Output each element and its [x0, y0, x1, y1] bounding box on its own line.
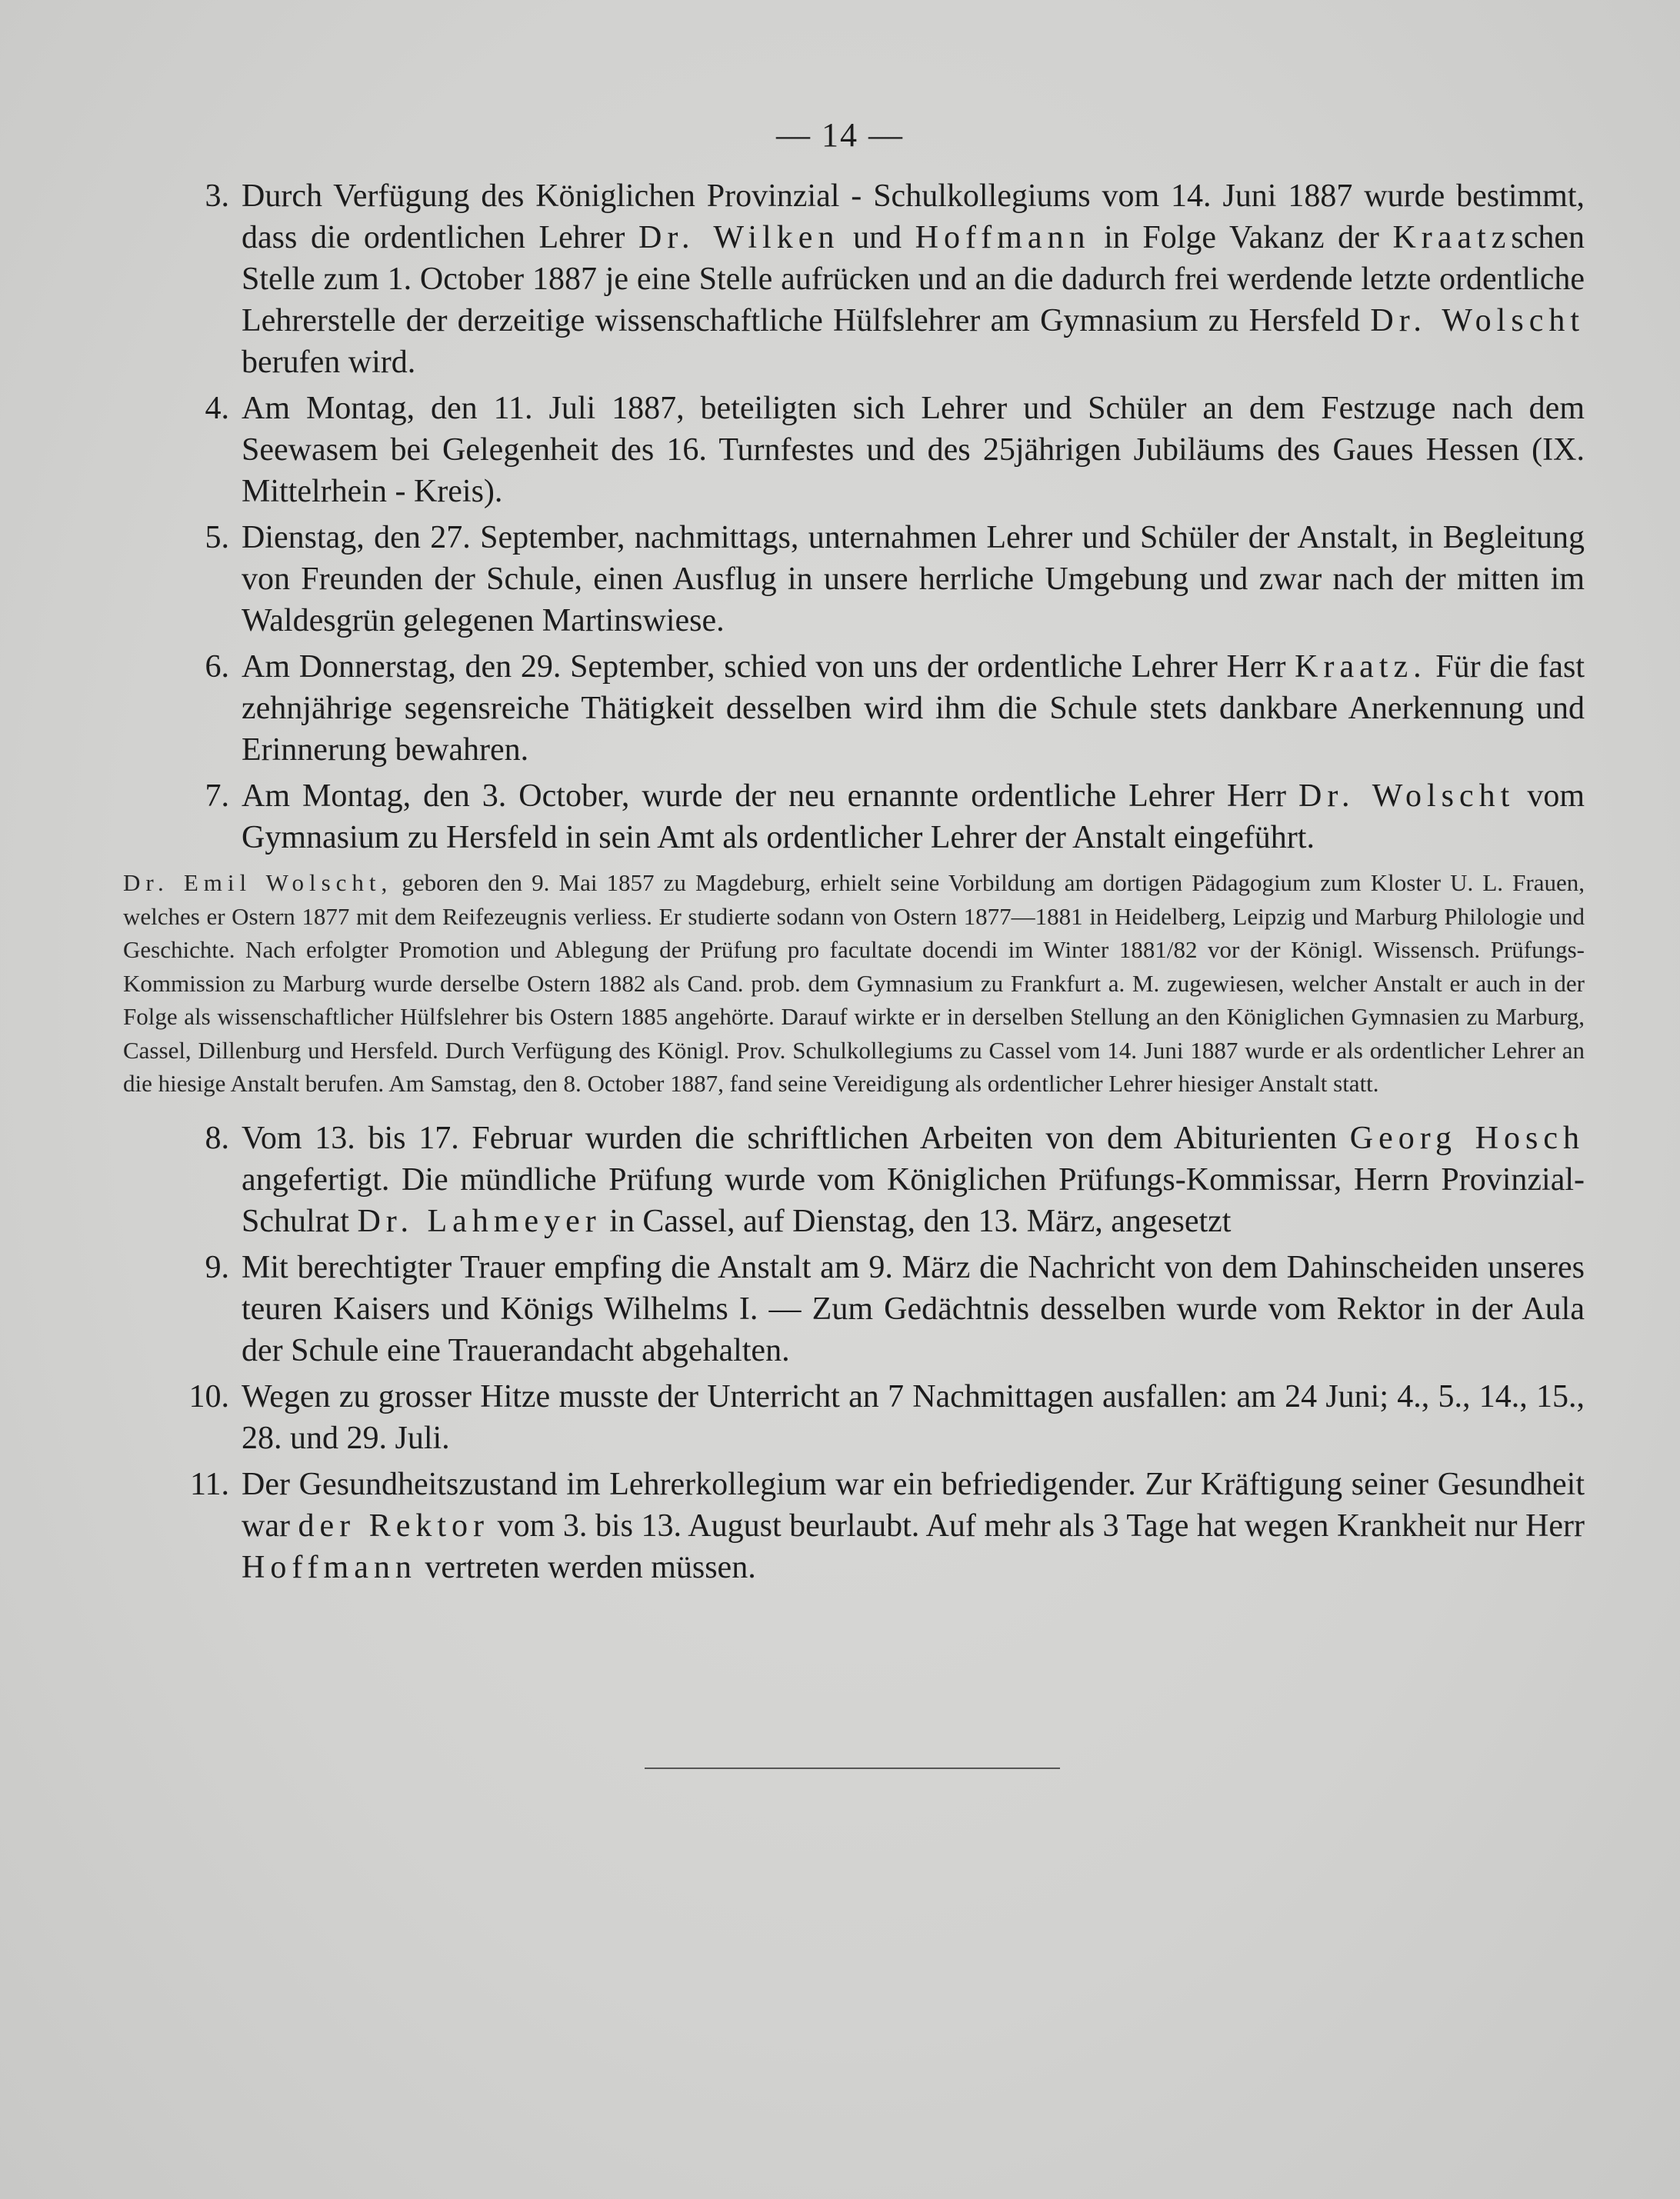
- chronicle-list: [123, 175, 1585, 1593]
- item-number: 8.: [205, 1120, 229, 1156]
- biography-note: [123, 866, 1585, 1101]
- spaced-name: Dr. Wolscht: [1370, 303, 1585, 338]
- item-number: 11.: [190, 1466, 229, 1502]
- text-segment: Dienstag, den 27. September, nachmittags, unternahmen Lehrer und Schüler der Anstalt, in Begleitung von Freunden der Schule, einen Ausflug in unsere herrliche Umgebung und zwar nach der mitten im Waldesgrün gelegenen Martinswiese.: [242, 520, 1585, 638]
- spaced-name: Georg Hosch: [1349, 1120, 1585, 1156]
- spaced-name: Hoffmann: [915, 220, 1091, 255]
- item-number: 3.: [205, 178, 229, 214]
- spaced-name: Kraatz: [1392, 220, 1512, 255]
- text-segment: vertreten werden müssen.: [416, 1549, 756, 1585]
- text-segment: vom Gymnasium zu Hersfeld in sein Amt als ordentlicher Lehrer der Anstalt eingeführt.: [242, 778, 1585, 855]
- item-number: 7.: [205, 778, 229, 814]
- chronicle-item: [177, 1247, 1585, 1371]
- spaced-name: der Rektor: [298, 1508, 490, 1544]
- text-segment: Am Montag, den 11. Juli 1887, beteiligten sich Lehrer und Schüler an dem Festzuge nach dem Seewasem bei Gelegenheit des 16. Turnfestes und des 25jährigen Jubiläums des Gaues Hessen (IX. Mittelrhein - Kreis).: [242, 391, 1585, 509]
- text-segment: Mit berechtigter Trauer empfing die Anstalt am 9. März die Nachricht von dem Dahinscheiden unseres teuren Kaisers und Königs Wilhelms I. — Zum Gedächtnis desselben wurde vom Rektor in der Aula der Schule eine Trauerandacht abgehalten.: [242, 1249, 1585, 1368]
- chronicle-item: [177, 517, 1585, 641]
- closing-rule: [645, 1768, 1060, 1769]
- text-segment: vom 3. bis 13. August beurlaubt. Auf mehr als 3 Tage hat wegen Krankheit nur Herr: [489, 1508, 1585, 1544]
- item-number: 9.: [205, 1249, 229, 1285]
- text-segment: angefertigt. Die mündliche Prüfung wurde vom Königlichen Prüfungs-Kommissar, Herrn Provinzial-Schulrat: [242, 1161, 1585, 1239]
- text-segment: berufen wird.: [242, 345, 416, 380]
- spaced-name: Hoffmann: [242, 1549, 417, 1585]
- text-segment: in Folge Vakanz der: [1090, 220, 1393, 255]
- chronicle-item: [177, 388, 1585, 512]
- item-number: 10.: [188, 1378, 229, 1414]
- text-segment: schen Stelle zum 1. October 1887 je eine Stelle aufrücken und an die dadurch frei werdende letzte ordentliche Lehrerstelle der derzeitige wissenschaftliche Hülfslehrer am Gymnasium zu Hersfeld: [242, 220, 1585, 338]
- chronicle-item: [177, 1118, 1585, 1242]
- page-number: — 14 —: [776, 116, 904, 154]
- chronicle-item: [177, 775, 1585, 858]
- text-segment: Für die fast zehnjährige segensreiche Thätigkeit desselben wird ihm die Schule stets dankbare Anerkennung und Erinnerung bewahren.: [242, 649, 1585, 768]
- item-number: 5.: [205, 520, 229, 555]
- item-number: 4.: [205, 391, 229, 426]
- text-segment: Wegen zu grosser Hitze musste der Unterricht an 7 Nachmittagen ausfallen: am 24 Juni; 4., 5., 14., 15., 28. und 29. Juli.: [242, 1378, 1585, 1456]
- text-segment: Am Donnerstag, den 29. September, schied von uns der ordentliche Lehrer Herr: [242, 649, 1295, 685]
- text-segment: Am Montag, den 3. October, wurde der neu ernannte ordentliche Lehrer Herr: [242, 778, 1298, 814]
- text-segment: geboren den 9. Mai 1857 zu Magdeburg, erhielt seine Vorbildung am dortigen Pädagogium zum Kloster U. L. Frauen, welches er Ostern 1877 mit dem Reifezeugnis verliess. Er studierte sodann von Ostern 1877—1881 in Heidelberg, Leipzig und Marburg Philologie und Geschichte. Nach erfolgter Promotion und Ablegung der Prüfung pro facultate docendi im Winter 1881/82 vor der Königl. Wissensch. Prüfungs-Kommission zu Marburg wurde derselbe Ostern 1882 als Cand. prob. dem Gymnasium zu Frankfurt a. M. zugewiesen, welcher Anstalt er auch in der Folge als wissenschaftlicher Hülfslehrer bis Ostern 1885 angehörte. Darauf wirkte er in derselben Stellung an den Königlichen Gymnasien zu Marburg, Cassel, Dillenburg und Hersfeld. Durch Verfügung des Königl. Prov. Schulkollegiums zu Cassel vom 14. Juni 1887 wurde er als ordentlicher Lehrer an die hiesige Anstalt berufen. Am Samstag, den 8. October 1887, fand seine Vereidigung als ordentlicher Lehrer hiesiger Anstalt statt.: [123, 869, 1585, 1097]
- spaced-name: Dr. Emil Wolscht,: [123, 869, 393, 896]
- text-segment: und: [839, 220, 915, 255]
- spaced-name: Dr. Wilken: [638, 220, 840, 255]
- chronicle-item: [177, 175, 1585, 383]
- spaced-name: Dr. Wolscht: [1298, 778, 1515, 814]
- spaced-name: Dr. Lahmeyer: [357, 1203, 602, 1239]
- text-segment: in Cassel, auf Dienstag, den 13. März, angesetzt: [601, 1203, 1232, 1239]
- chronicle-item: [177, 1464, 1585, 1588]
- chronicle-item: [177, 1376, 1585, 1459]
- spaced-name: Kraatz.: [1295, 649, 1427, 685]
- chronicle-item: [177, 646, 1585, 771]
- item-number: 6.: [205, 649, 229, 685]
- text-segment: Der Gesundheitszustand im Lehrerkollegium war ein befriedigender. Zur Kräftigung seiner Gesundheit war: [242, 1466, 1585, 1544]
- text-segment: Durch Verfügung des Königlichen Provinzial - Schulkollegiums vom 14. Juni 1887 wurde bestimmt, dass die ordentlichen Lehrer: [242, 178, 1585, 255]
- text-segment: Vom 13. bis 17. Februar wurden die schriftlichen Arbeiten von dem Abiturienten: [242, 1120, 1350, 1156]
